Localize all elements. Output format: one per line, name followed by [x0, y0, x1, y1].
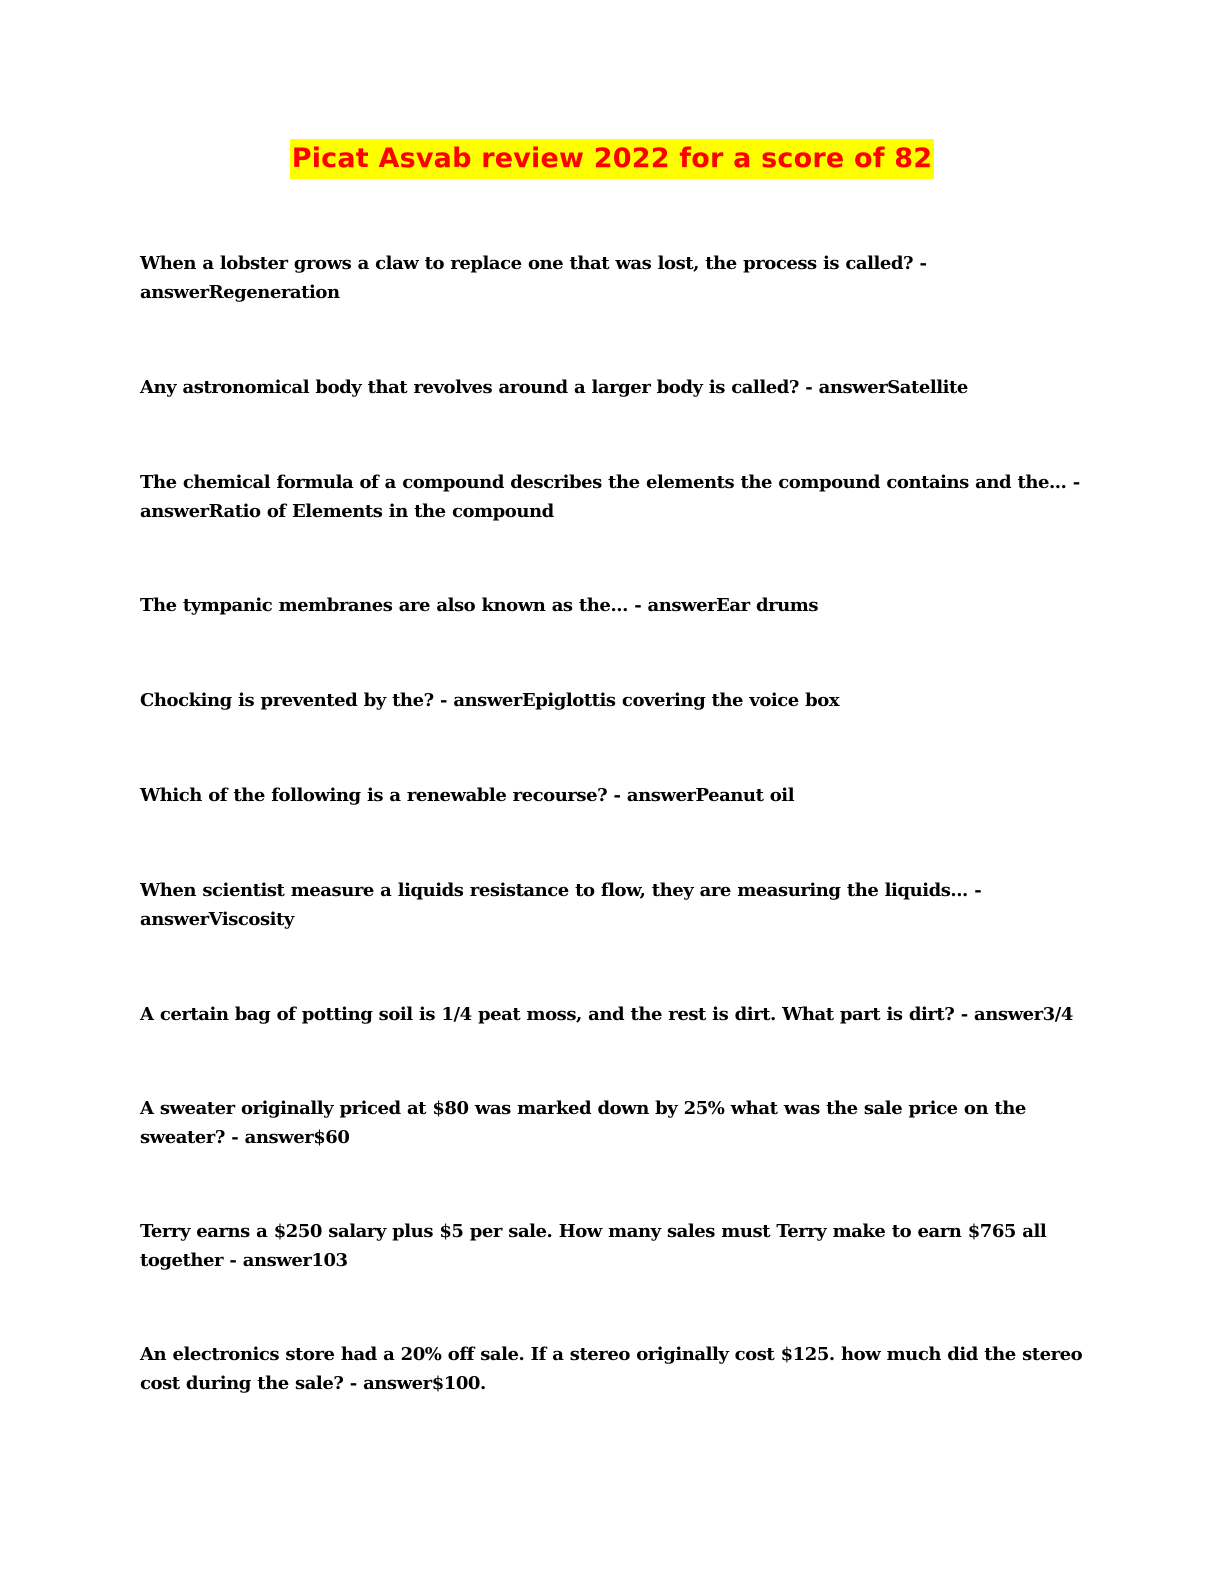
separator: - — [433, 690, 454, 711]
separator: - — [913, 253, 927, 274]
qa-item — [140, 1095, 1085, 1152]
question-text: The tympanic membranes are also known as the... — [140, 595, 628, 616]
answer-text: answerEpiglottis covering the voice box — [453, 690, 840, 711]
qa-item — [140, 1001, 1085, 1030]
qa-item — [140, 877, 1085, 934]
question-text: When scientist measure a liquids resistance to flow, they are measuring the liquids... — [140, 880, 968, 901]
question-text: A sweater originally priced at $80 was marked down by 25% what was the sale price on the sweater? — [140, 1098, 1026, 1148]
question-text: Chocking is prevented by the? — [140, 690, 434, 711]
qa-item — [140, 374, 1085, 403]
qa-item — [140, 687, 1085, 716]
separator: - — [627, 595, 648, 616]
answer-text: answer103 — [242, 1249, 348, 1271]
qa-item — [140, 469, 1085, 526]
answer-text: answerRegeneration — [140, 281, 340, 303]
question-text: Which of the following is a renewable recourse? — [140, 785, 608, 806]
separator: - — [224, 1126, 245, 1148]
separator: - — [343, 1372, 364, 1394]
answer-text: answerEar drums — [647, 595, 819, 616]
separator: - — [607, 785, 627, 806]
separator: - — [1066, 472, 1080, 493]
answer-text: answerRatio of Elements in the compound — [140, 500, 554, 522]
answer-text: answer3/4 — [974, 1004, 1073, 1025]
separator: - — [967, 880, 982, 901]
question-text: Terry earns a $250 salary plus $5 per sale. How many sales must Terry make to earn $765 all together — [140, 1221, 1047, 1271]
question-text: When a lobster grows a claw to replace one that was lost, the process is called? — [140, 253, 914, 274]
answer-text: answer$100. — [363, 1372, 486, 1394]
qa-item — [140, 1341, 1085, 1398]
qa-item — [140, 1218, 1085, 1275]
page-title: Picat Asvab review 2022 for a score of 82 — [290, 139, 935, 179]
question-text: A certain bag of potting soil is 1/4 peat moss, and the rest is dirt. What part is dirt? — [140, 1004, 955, 1025]
qa-item — [140, 250, 1085, 307]
question-text: Any astronomical body that revolves around a larger body is called? — [140, 377, 799, 398]
answer-text: answerPeanut oil — [626, 785, 795, 806]
answer-text: answer$60 — [244, 1126, 350, 1148]
answer-text: answerSatellite — [818, 377, 968, 398]
question-text: An electronics store had a 20% off sale. If a stereo originally cost $125. how much did the stereo cost during the sale? — [140, 1344, 1083, 1394]
title-container — [0, 139, 1224, 179]
question-text: The chemical formula of a compound describes the elements the compound contains and the... — [140, 472, 1067, 493]
answer-text: answerViscosity — [140, 908, 294, 930]
separator: - — [223, 1249, 243, 1271]
separator: - — [798, 377, 819, 398]
separator: - — [954, 1004, 975, 1025]
qa-item — [140, 592, 1085, 621]
qa-item — [140, 782, 1085, 811]
